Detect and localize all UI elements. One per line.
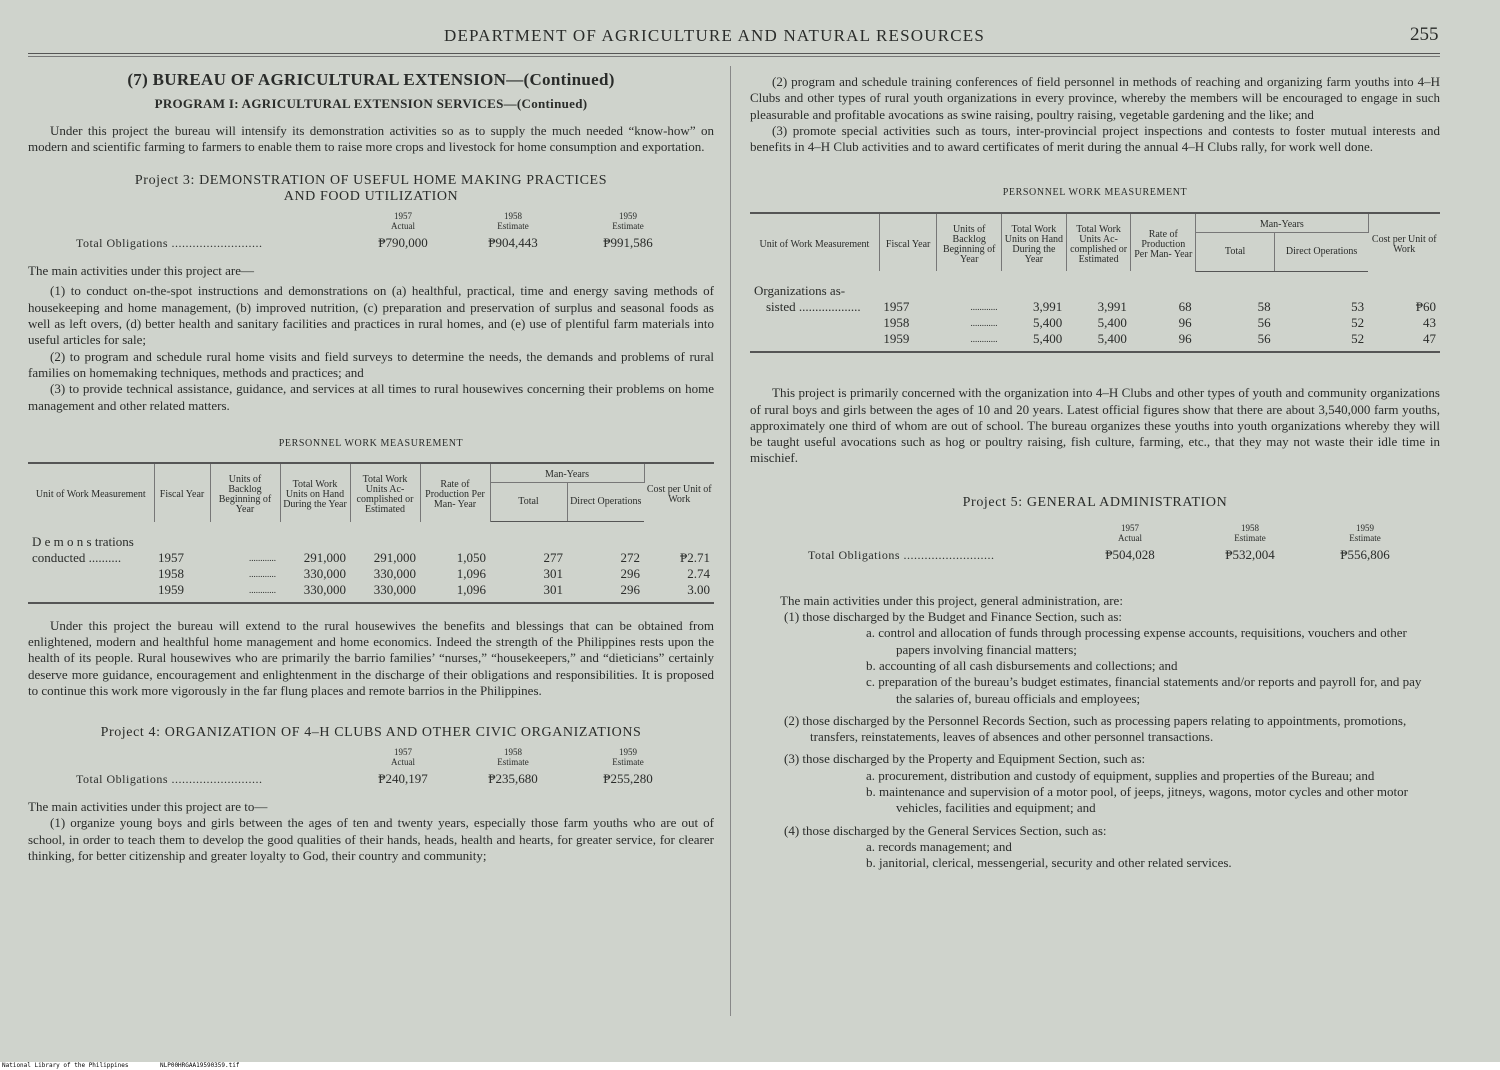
project3-title-line1: Project 3: DEMONSTRATION OF USEFUL HOME MAKING PRACTICES — [134, 173, 608, 189]
direct-cell: 296 — [620, 565, 640, 581]
table-row — [750, 315, 1440, 331]
th-man-years: Man-Years — [1196, 213, 1368, 233]
project4-activity-1: (1) organize young boys and girls between the ages of ten and twenty years, especially those farm youths who are out of school, in order to teach them to develop the good qualities of their hands, heads, health and hearts, for greater service, for clearer thinking, for better citizenship and greater loyalty to God, their country and community; — [28, 815, 714, 864]
direct-cell: 53 — [1351, 299, 1365, 315]
page-number: 255 — [1410, 24, 1439, 45]
th-cost: Cost per Unit of Work — [644, 463, 714, 522]
obligation-1958: ₱904,443 — [488, 235, 538, 251]
backlog-cell: ............ — [970, 318, 998, 329]
cost-cell: ₱2.71 — [680, 549, 710, 565]
main-activities-intro: The main activities under this project are— — [28, 263, 254, 279]
obligation-1959: ₱991,586 — [603, 235, 653, 251]
project5-main-activities: The main activities under this project, general administration, are: — [780, 592, 1123, 608]
work-measurement-table — [28, 462, 714, 604]
accomplished-cell: 5,400 — [1097, 315, 1127, 331]
department-title: DEPARTMENT OF AGRICULTURE AND NATURAL RESOURCES — [444, 26, 986, 45]
project4-summary-paragraph: This project is primarily concerned with the organization into 4–H Clubs and other types of youth and community organizations of rural boys and girls between the ages of 10 and 20 years. Latest official figures show that there are about 3,540,000 farm youths, approximately one third of whom are out of school. The bureau organizes these youths into youth organizations whereby they will be taught useful avocations such as hog or poultry raising, fish culture, farming, etc., that they may not waste their idle time in mischief. — [750, 385, 1440, 466]
th-on-hand: Total Work Units on Hand During the Year — [280, 463, 350, 522]
year-col-1959: 1959 Estimate — [612, 747, 644, 768]
th-total: Total — [1196, 232, 1275, 271]
right-column — [750, 74, 1440, 872]
on-hand-cell: 3,991 — [1032, 299, 1063, 315]
column-divider — [730, 66, 731, 1016]
total-obligations-label: Total Obligations .......................... — [76, 772, 263, 787]
th-total: Total — [490, 483, 567, 522]
th-direct: Direct Operations — [1275, 232, 1368, 271]
year-cell: 1957 — [883, 299, 910, 315]
on-hand-cell: 5,400 — [1032, 315, 1063, 331]
rate-cell: 68 — [1178, 299, 1192, 315]
on-hand-cell: 5,400 — [1002, 331, 1067, 352]
work-measurement-table-4h — [750, 212, 1440, 354]
rate-cell: 96 — [1178, 315, 1192, 331]
list-item: (4) those discharged by the General Services Section, such as: — [784, 822, 1107, 838]
left-column — [28, 72, 714, 864]
list-subitem: b. maintenance and supervision of a motor pool, of jeeps, jitneys, wagons, motor cycles and other motor vehicles, facilities and equipment; and — [866, 784, 1408, 816]
direct-cell: 52 — [1351, 315, 1365, 331]
total-cell: 56 — [1257, 315, 1271, 331]
list-subitem: b. janitorial, clerical, messengerial, security and other related services. — [866, 855, 1232, 871]
year-cell: 1958 — [883, 315, 910, 331]
total-cell: 277 — [543, 549, 563, 565]
project5-list — [750, 609, 1440, 871]
project3-obligations — [28, 209, 714, 253]
unit-cell: Organizations as- sisted ................... — [754, 283, 861, 315]
list-item: (2) those discharged by the Personnel Records Section, such as processing papers relating to appointments, promotions, transfers, reinstatements, leaves of absences and other personnel transactions. — [784, 712, 1407, 745]
year-col-1959: 1959 Estimate — [1349, 522, 1381, 543]
project5-obligations — [750, 521, 1440, 565]
list-item: (3) those discharged by the Property and Equipment Section, such as: — [784, 751, 1146, 767]
page-header — [0, 24, 1500, 50]
year-col-1958: 1958 Estimate — [497, 747, 529, 768]
rate-cell: 96 — [1131, 331, 1196, 352]
activity-2: (2) to program and schedule rural home visits and field surveys to determine the needs, the demands and problems of rural families on homemaking techniques, methods and practices; and — [28, 348, 714, 380]
activity-3: (3) to provide technical assistance, guidance, and services at all times to rural housewives concerning their problems on home management and other related matters. — [28, 381, 714, 413]
total-cell: 301 — [490, 582, 567, 603]
header-rule-2 — [28, 56, 1440, 57]
accomplished-cell: 5,400 — [1066, 331, 1131, 352]
intro-paragraph: Under this project the bureau will intensify its demonstration activities so as to supply the much needed “know-how” on modern and scientific farming to farmers to enable them to raise more crops and livestock for home consumption and exportation. — [28, 122, 714, 154]
cost-cell: 2.74 — [687, 565, 710, 581]
obligation-1958: ₱532,004 — [1225, 546, 1275, 562]
year-col-1958: 1958 Estimate — [1234, 522, 1266, 543]
obligation-1957: ₱790,000 — [378, 235, 428, 251]
activity-1: (1) to conduct on-the-spot instructions and demonstrations on (a) healthful, practical, time and energy saving methods of housekeeping and home management, (b) improved nutrition, (c) preparation and preservation of surplus and seasonal foods as well as left overs, (d) better health and sanitary facilities and practices in rural homes, and (e) use of plentiful farm materials into useful articles for sale; — [28, 283, 714, 348]
direct-cell: 296 — [567, 582, 644, 603]
year-col-1958: 1958 Estimate — [497, 211, 529, 232]
scan-footer — [0, 1062, 1500, 1070]
list-subitem: a. control and allocation of funds through processing expense accounts, requisitions, vouchers and other papers involving financial matters; — [866, 625, 1407, 657]
th-direct: Direct Operations — [567, 483, 644, 522]
th-rate: Rate of Production Per Man- Year — [420, 463, 490, 522]
rate-cell: 1,050 — [456, 549, 486, 565]
year-cell: 1959 — [154, 582, 210, 603]
on-hand-cell: 330,000 — [303, 565, 346, 581]
th-backlog: Units of Backlog Beginning of Year — [210, 463, 280, 522]
project3-title-line2: AND FOOD UTILIZATION — [283, 189, 459, 205]
th-backlog: Units of Backlog Beginning of Year — [937, 213, 1002, 272]
project4-main-activities: The main activities under this project are to— — [28, 799, 268, 815]
th-cost: Cost per Unit of Work — [1368, 213, 1440, 272]
bureau-title: (7) BUREAU OF AGRICULTURAL EXTENSION—(Continued) — [127, 70, 615, 89]
backlog-cell: ............ — [249, 568, 276, 579]
direct-cell: 272 — [620, 549, 640, 565]
project5-title: Project 5: GENERAL ADMINISTRATION — [962, 494, 1228, 510]
table-row — [28, 566, 714, 582]
th-unit: Unit of Work Measurement — [750, 213, 879, 272]
project4-title: Project 4: ORGANIZATION OF 4–H CLUBS AND OTHER CIVIC ORGANIZATIONS — [100, 725, 642, 741]
library-credit: National Library of the Philippines — [2, 1062, 129, 1069]
accomplished-cell: 291,000 — [373, 549, 416, 565]
table-row — [28, 522, 714, 566]
cost-cell: 3.00 — [644, 582, 714, 603]
total-cell: 58 — [1257, 299, 1271, 315]
year-col-1957: 1957 Actual — [391, 211, 415, 232]
table-row — [750, 271, 1440, 315]
year-cell: 1959 — [879, 331, 936, 352]
year-col-1957: 1957 Actual — [391, 747, 415, 768]
personnel-work-measurement-title: PERSONNEL WORK MEASUREMENT — [278, 437, 464, 449]
personnel-work-measurement-title: PERSONNEL WORK MEASUREMENT — [1002, 187, 1188, 199]
total-obligations-label: Total Obligations .......................... — [76, 236, 263, 251]
accomplished-cell: 3,991 — [1097, 299, 1127, 315]
table-row — [750, 331, 1440, 352]
total-cell: 56 — [1196, 331, 1275, 352]
cost-cell: 47 — [1368, 331, 1440, 352]
th-fiscal: Fiscal Year — [879, 213, 936, 272]
obligation-1958: ₱235,680 — [488, 771, 538, 787]
project4-activity-3: (3) promote special activities such as tours, inter-provincial project inspections and contests to foster mutual interests and benefits in 4–H Club activities and to award certificates of merit during the annual 4–H Clubs rally, for work well done. — [750, 122, 1440, 155]
backlog-cell: ............ — [970, 302, 998, 313]
obligation-1959: ₱556,806 — [1340, 546, 1390, 562]
project3-closing-paragraph: Under this project the bureau will extend to the rural housewives the benefits and blessings that can be obtained from enlightened, modern and healthful home management and home economics. Indeed the strength of the Philippines rests upon the health of its people. Rural housewives who are primarily the barrio families’ “nurses,” “housekeepers,” and “dieticians” certainly deserve more guidance, encouragement and enlightenment in the discharge of their obligations and responsibilities. It is proposed to continue this work more vigorously in the far flung places and remote barrios in the Philippines. — [28, 617, 714, 698]
list-subitem: b. accounting of all cash disbursements and collections; and — [866, 657, 1178, 673]
rate-cell: 1,096 — [456, 565, 486, 581]
year-col-1957: 1957 Actual — [1118, 522, 1142, 543]
header-rule — [28, 53, 1440, 54]
on-hand-cell: 291,000 — [303, 549, 346, 565]
th-accomplished: Total Work Units Ac- complished or Estimated — [1066, 213, 1131, 272]
on-hand-cell: 330,000 — [280, 582, 350, 603]
accomplished-cell: 330,000 — [373, 565, 416, 581]
obligation-1959: ₱255,280 — [603, 771, 653, 787]
project4-obligations — [28, 745, 714, 789]
list-subitem: a. procurement, distribution and custody of equipment, supplies and properties of the Bureau; and — [866, 767, 1375, 783]
obligation-1957: ₱240,197 — [378, 771, 428, 787]
list-subitem: c. preparation of the bureau’s budget estimates, financial statements and/or reports and payroll for, and pay the salaries of, bureau officials and employees; — [866, 674, 1422, 706]
backlog-cell: ............ — [249, 552, 276, 563]
project3-title — [28, 173, 714, 205]
cost-cell: ₱60 — [1415, 299, 1436, 315]
direct-cell: 52 — [1275, 331, 1368, 352]
year-cell: 1958 — [158, 565, 184, 581]
program-title: PROGRAM I: AGRICULTURAL EXTENSION SERVICES—(Continued) — [154, 96, 588, 112]
year-cell: 1957 — [158, 549, 184, 565]
cost-cell: 43 — [1423, 315, 1436, 331]
list-subitem: a. records management; and — [866, 838, 1012, 854]
th-fiscal: Fiscal Year — [154, 463, 210, 522]
total-obligations-label: Total Obligations .......................... — [808, 547, 995, 562]
file-name: NLP00HRGAA19590359.tif — [160, 1062, 240, 1069]
backlog-cell: ............ — [210, 582, 280, 603]
project4-activity-2: (2) program and schedule training conferences of field personnel in methods of reaching and organizing farm youths into 4–H Clubs and other types of rural youth organizations in every province, whereby the members will be encouraged to engage in such pleasurable and profitable avocations as swine raising, poultry raising, vegetable gardening and the like; and — [750, 74, 1440, 122]
backlog-cell: ............ — [937, 331, 1002, 352]
th-rate: Rate of Production Per Man- Year — [1131, 213, 1196, 272]
accomplished-cell: 330,000 — [350, 582, 420, 603]
th-accomplished: Total Work Units Ac- complished or Estimated — [350, 463, 420, 522]
th-unit: Unit of Work Measurement — [28, 463, 154, 522]
th-man-years: Man-Years — [490, 463, 644, 483]
obligation-1957: ₱504,028 — [1105, 546, 1155, 562]
list-item: (1) those discharged by the Budget and Finance Section, such as: — [784, 609, 1123, 625]
total-cell: 301 — [543, 565, 563, 581]
year-col-1959: 1959 Estimate — [612, 211, 644, 232]
rate-cell: 1,096 — [420, 582, 490, 603]
table-row — [28, 582, 714, 603]
unit-cell: D e m o n s trations conducted .......... — [32, 533, 134, 565]
th-on-hand: Total Work Units on Hand During the Year — [1002, 213, 1067, 272]
